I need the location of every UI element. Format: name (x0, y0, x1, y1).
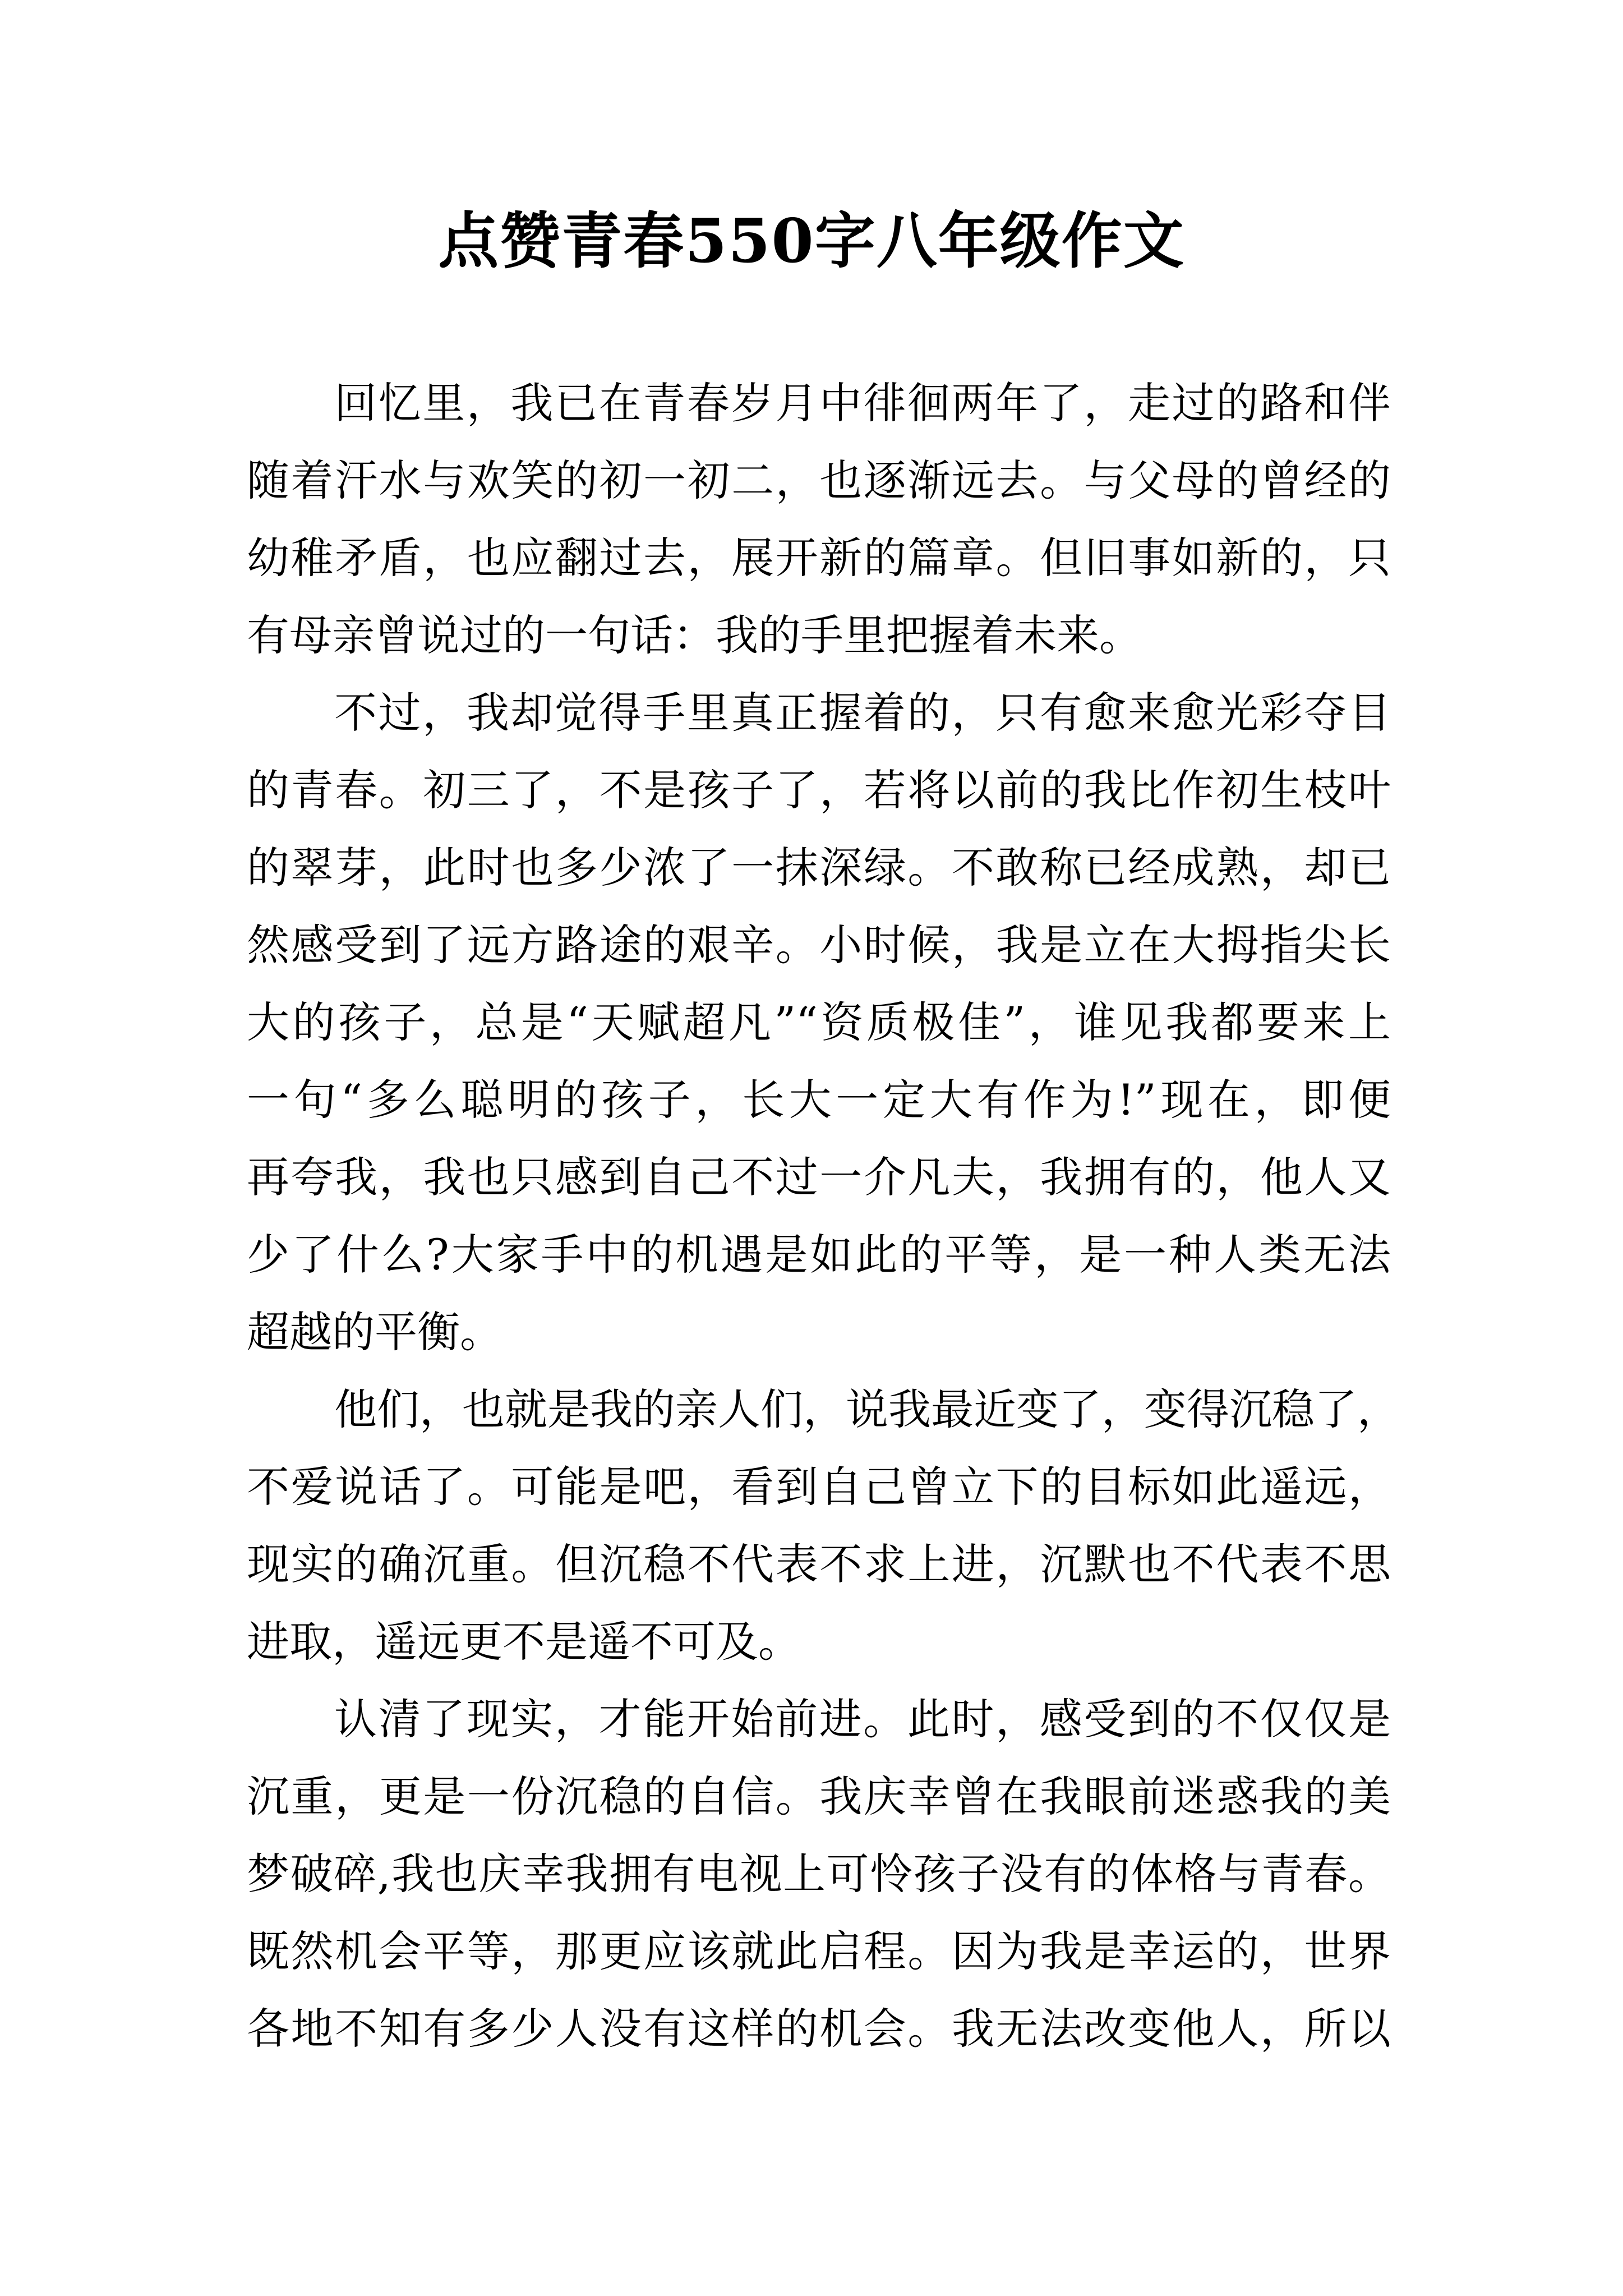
paragraph-2-line-8: 少了什么?大家手中的机遇是如此的平等，是一种人类无法 (247, 1230, 1391, 1280)
paragraph-2-line-9: 超越的平衡。 (247, 1307, 502, 1357)
document-title: 点赞青春550字八年级作文 (438, 206, 1185, 277)
paragraph-1-line-3: 幼稚矛盾，也应翻过去，展开新的篇章。但旧事如新的，只 (247, 533, 1391, 583)
paragraph-1-line-2: 随着汗水与欢笑的初一初二，也逐渐远去。与父母的曾经的 (247, 455, 1391, 505)
paragraph-4-line-5: 各地不知有多少人没有这样的机会。我无法改变他人，所以 (247, 2004, 1391, 2054)
paragraph-2-line-2: 的青春。初三了，不是孩子了，若将以前的我比作初生枝叶 (247, 765, 1391, 815)
paragraph-4-line-4: 既然机会平等，那更应该就此启程。因为我是幸运的，世界 (247, 1926, 1391, 1976)
paragraph-2-line-1: 不过，我却觉得手里真正握着的，只有愈来愈光彩夺目 (334, 688, 1391, 738)
document-body (247, 365, 1400, 2068)
paragraph-2-line-3: 的翠芽，此时也多少浓了一抹深绿。不敢称已经成熟，却已 (247, 843, 1391, 892)
paragraph-4-line-2: 沉重，更是一份沉稳的自信。我庆幸曾在我眼前迷惑我的美 (247, 1772, 1391, 1821)
paragraph-1-line-1: 回忆里，我已在青春岁月中徘徊两年了，走过的路和伴 (334, 378, 1391, 428)
paragraph-3-line-1: 他们，也就是我的亲人们，说我最近变了，变得沉稳了， (334, 1384, 1400, 1434)
paragraph-3-line-3: 现实的确沉重。但沉稳不代表不求上进，沉默也不代表不思 (247, 1539, 1391, 1589)
paragraph-3-line-4: 进取，遥远更不是遥不可及。 (247, 1617, 801, 1667)
paragraph-2-line-4: 然感受到了远方路途的艰辛。小时候，我是立在大拇指尖长 (247, 920, 1391, 970)
paragraph-4-line-1: 认清了现实，才能开始前进。此时，感受到的不仅仅是 (334, 1694, 1391, 1744)
paragraph-2-line-6: 一句“多么聪明的孩子，长大一定大有作为!”现在，即便 (247, 1075, 1391, 1125)
paragraph-2-line-7: 再夸我，我也只感到自己不过一介凡夫，我拥有的，他人又 (247, 1152, 1391, 1202)
paragraph-2-line-5: 大的孩子，总是“天赋超凡”“资质极佳”，谁见我都要来上 (247, 997, 1391, 1047)
paragraph-3-line-2: 不爱说话了。可能是吧，看到自己曾立下的目标如此遥远， (247, 1462, 1391, 1512)
paragraph-1-line-4: 有母亲曾说过的一句话：我的手里把握着未来。 (247, 610, 1142, 660)
paragraph-4-line-3: 梦破碎,我也庆幸我拥有电视上可怜孩子没有的体格与青春。 (247, 1849, 1391, 1899)
